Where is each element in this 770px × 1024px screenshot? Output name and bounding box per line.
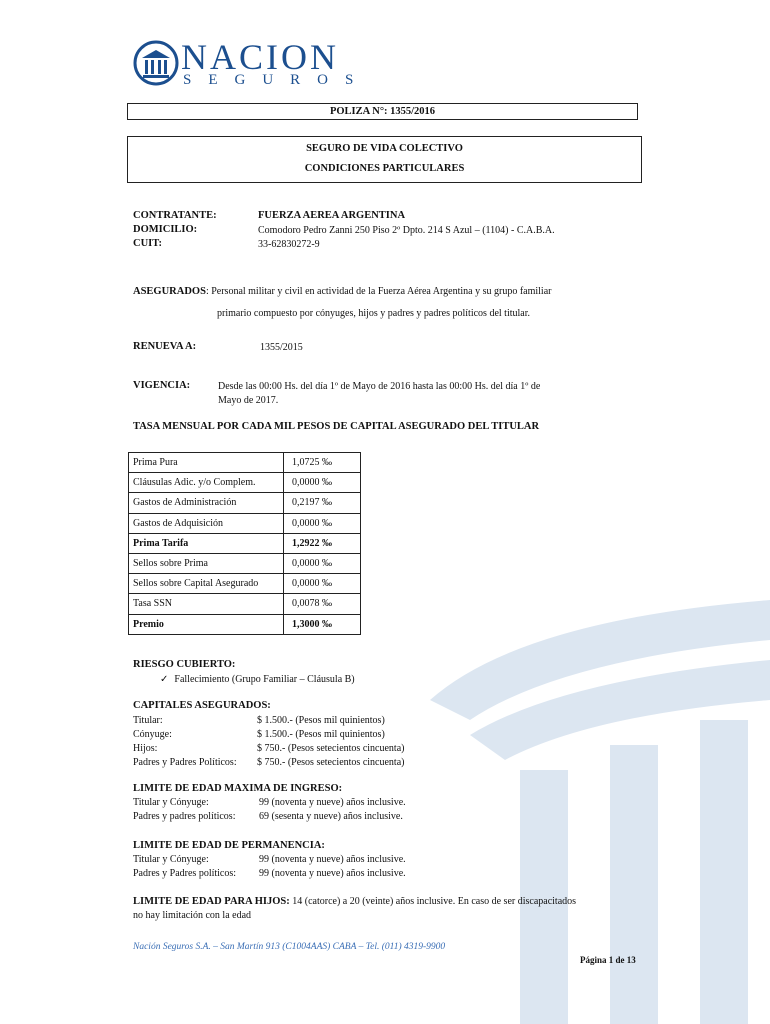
rate-label: Prima Tarifa xyxy=(129,533,284,553)
riesgo-item xyxy=(160,674,355,685)
footer-address: Nación Seguros S.A. – San Martín 913 (C1004AAS) CABA – Tel. (011) 4319-9900 xyxy=(133,942,446,952)
riesgo-item-text: Fallecimiento (Grupo Familiar – Cláusula B) xyxy=(174,674,355,685)
row-value: 99 (noventa y nueve) años inclusive. xyxy=(259,854,406,865)
rate-value: 1,0725 ‰ xyxy=(284,453,361,473)
row-label: Padres y Padres políticos: xyxy=(133,868,237,879)
rate-value: 0,0000 ‰ xyxy=(284,473,361,493)
rate-value: 0,0000 ‰ xyxy=(284,513,361,533)
rate-row xyxy=(129,473,361,493)
rate-value: 0,0000 ‰ xyxy=(284,574,361,594)
row-label: Titular y Cónyuge: xyxy=(133,797,209,808)
rate-label: Sellos sobre Capital Asegurado xyxy=(129,574,284,594)
riesgo-heading: RIESGO CUBIERTO: xyxy=(133,659,236,670)
limite-ingreso-heading: LIMITE DE EDAD MAXIMA DE INGRESO: xyxy=(133,783,343,794)
rate-label: Gastos de Adquisición xyxy=(129,513,284,533)
rate-label: Premio xyxy=(129,614,284,634)
checkmark-icon: ✓ xyxy=(160,674,169,685)
domicilio-value: Comodoro Pedro Zanni 250 Piso 2º Dpto. 214 S Azul – (1104) - C.A.B.A. xyxy=(258,225,555,236)
rate-row xyxy=(129,533,361,553)
logo-building-icon xyxy=(133,40,179,86)
contratante-label: CONTRATANTE: xyxy=(133,210,217,221)
rate-row xyxy=(129,453,361,473)
poliza-number: POLIZA N°: 1355/2016 xyxy=(127,103,638,120)
asegurados-label: ASEGURADOS xyxy=(133,286,206,297)
title-line-2: CONDICIONES PARTICULARES xyxy=(304,163,465,174)
limite-hijos-line-2: no hay limitación con la edad xyxy=(133,910,252,921)
asegurados-line-2: primario compuesto por cónyuges, hijos y padres y padres políticos del titular. xyxy=(217,308,530,319)
row-label: Titular y Cónyuge: xyxy=(133,854,209,865)
row-value: $ 750.- (Pesos setecientos cincuenta) xyxy=(257,757,405,768)
row-label: Cónyuge: xyxy=(133,729,172,740)
contratante-value: FUERZA AEREA ARGENTINA xyxy=(258,210,406,221)
row-value: 69 (sesenta y nueve) años inclusive. xyxy=(259,811,403,822)
rate-row xyxy=(129,594,361,614)
rate-row xyxy=(129,513,361,533)
capitales-heading: CAPITALES ASEGURADOS: xyxy=(133,700,271,711)
row-value: 99 (noventa y nueve) años inclusive. xyxy=(259,797,406,808)
rate-label: Cláusulas Adic. y/o Complem. xyxy=(129,473,284,493)
title-box xyxy=(127,136,642,183)
rate-row xyxy=(129,574,361,594)
tasa-heading: TASA MENSUAL POR CADA MIL PESOS DE CAPITAL ASEGURADO DEL TITULAR xyxy=(133,421,540,432)
domicilio-label: DOMICILIO: xyxy=(133,224,198,235)
row-label: Hijos: xyxy=(133,743,158,754)
vigencia-line-1: Desde las 00:00 Hs. del día 1º de Mayo de 2016 hasta las 00:00 Hs. del día 1º de xyxy=(218,381,541,392)
row-value: 99 (noventa y nueve) años inclusive. xyxy=(259,868,406,879)
asegurados-line-1 xyxy=(133,286,551,297)
rate-row xyxy=(129,493,361,513)
rate-value: 0,2197 ‰ xyxy=(284,493,361,513)
rates-table xyxy=(128,452,361,635)
row-value: $ 1.500.- (Pesos mil quinientos) xyxy=(257,729,385,740)
rate-value: 0,0000 ‰ xyxy=(284,553,361,573)
limite-hijos-heading: LIMITE DE EDAD PARA HIJOS: xyxy=(133,896,290,907)
rate-value: 1,2922 ‰ xyxy=(284,533,361,553)
rate-row xyxy=(129,553,361,573)
asegurados-text-1: : Personal militar y civil en actividad de la Fuerza Aérea Argentina y su grupo familiar xyxy=(205,286,552,297)
rate-label: Tasa SSN xyxy=(129,594,284,614)
limite-hijos-text-1: 14 (catorce) a 20 (veinte) años inclusive. En caso de ser discapacitados xyxy=(289,896,577,907)
rate-label: Sellos sobre Prima xyxy=(129,553,284,573)
nacion-seguros-logo xyxy=(133,37,371,94)
vigencia-label: VIGENCIA: xyxy=(133,380,191,391)
renueva-label: RENUEVA A: xyxy=(133,341,197,352)
limite-permanencia-heading: LIMITE DE EDAD DE PERMANENCIA: xyxy=(133,840,325,851)
rate-value: 1,3000 ‰ xyxy=(284,614,361,634)
brand-name: NACION xyxy=(181,37,339,77)
row-label: Padres y Padres Políticos: xyxy=(133,757,237,768)
rate-value: 0,0078 ‰ xyxy=(284,594,361,614)
vigencia-line-2: Mayo de 2017. xyxy=(218,395,279,406)
limite-hijos-line-1 xyxy=(133,896,576,907)
cuit-value: 33-62830272-9 xyxy=(258,239,320,250)
brand-sub: SEGUROS xyxy=(183,72,371,88)
row-value: $ 750.- (Pesos setecientos cincuenta) xyxy=(257,743,405,754)
cuit-label: CUIT: xyxy=(133,238,162,249)
row-label: Padres y padres políticos: xyxy=(133,811,236,822)
row-value: $ 1.500.- (Pesos mil quinientos) xyxy=(257,715,385,726)
title-line-1: SEGURO DE VIDA COLECTIVO xyxy=(306,143,463,154)
rate-label: Gastos de Administración xyxy=(129,493,284,513)
renueva-value: 1355/2015 xyxy=(260,342,303,353)
rate-row xyxy=(129,614,361,634)
page-number: Página 1 de 13 xyxy=(580,955,636,965)
rate-label: Prima Pura xyxy=(129,453,284,473)
row-label: Titular: xyxy=(133,715,163,726)
